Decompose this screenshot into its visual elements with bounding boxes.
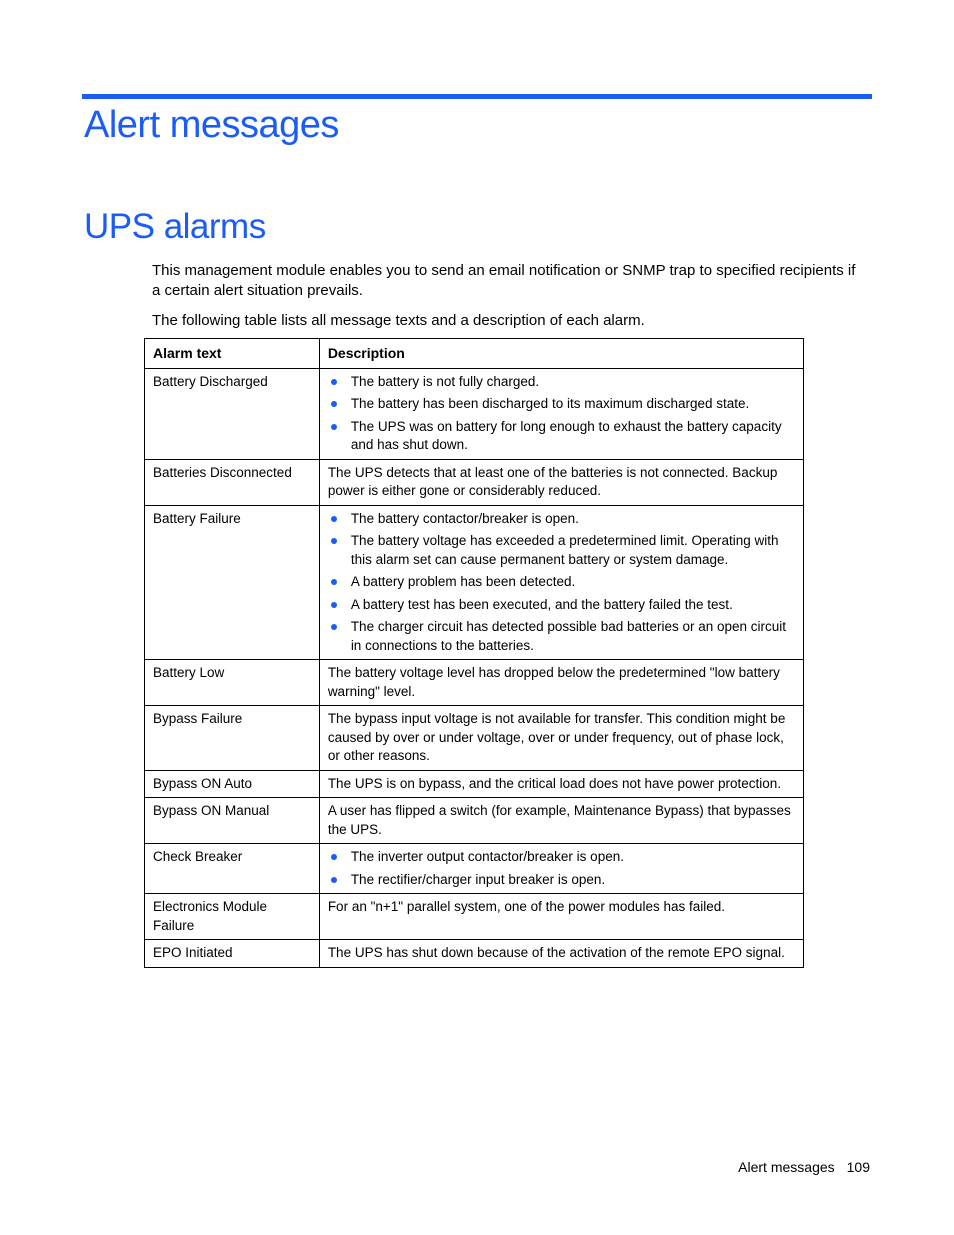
description-bullet-list — [328, 510, 795, 656]
alarm-text-cell: Batteries Disconnected — [145, 459, 320, 505]
chapter-rule — [82, 94, 872, 99]
alarm-text-cell: Bypass ON Manual — [145, 798, 320, 844]
table-intro-paragraph: The following table lists all message texts and a description of each alarm. — [152, 312, 645, 329]
page-footer — [738, 1158, 870, 1176]
description-cell — [319, 368, 803, 459]
description-bullet-list — [328, 373, 795, 455]
description-bullet-list — [328, 848, 795, 889]
description-cell: The battery voltage level has dropped below the predetermined "low battery warning" level. — [319, 660, 803, 706]
column-header-alarm-text: Alarm text — [145, 339, 320, 369]
description-cell: The bypass input voltage is not available for transfer. This condition might be caused by over or under voltage, over or under frequency, out of phase lock, or other reasons. — [319, 706, 803, 771]
bullet-icon — [331, 877, 337, 883]
description-bullet: The battery voltage has exceeded a predetermined limit. Operating with this alarm set can cause permanent battery or system damage. — [351, 532, 795, 569]
table-row — [145, 770, 804, 798]
bullet-icon — [331, 424, 337, 430]
alarm-text-cell: Battery Low — [145, 660, 320, 706]
description-bullet: A battery test has been executed, and the battery failed the test. — [351, 596, 795, 615]
alarm-text-cell: Electronics Module Failure — [145, 894, 320, 940]
bullet-icon — [331, 602, 337, 608]
table-row — [145, 844, 804, 894]
bullet-icon — [331, 579, 337, 585]
alarm-text-cell: EPO Initiated — [145, 940, 320, 968]
description-bullet: The rectifier/charger input breaker is open. — [351, 871, 795, 890]
description-cell — [319, 844, 803, 894]
alarm-text-cell: Bypass ON Auto — [145, 770, 320, 798]
section-title: UPS alarms — [84, 207, 266, 246]
table-row — [145, 940, 804, 968]
description-bullet: The UPS was on battery for long enough to exhaust the battery capacity and has shut down. — [351, 418, 795, 455]
table-row — [145, 798, 804, 844]
description-cell: The UPS has shut down because of the activation of the remote EPO signal. — [319, 940, 803, 968]
bullet-icon — [331, 624, 337, 630]
bullet-icon — [331, 854, 337, 860]
alarm-text-cell: Bypass Failure — [145, 706, 320, 771]
alarm-text-cell: Check Breaker — [145, 844, 320, 894]
bullet-icon — [331, 516, 337, 522]
description-cell: The UPS detects that at least one of the batteries is not connected. Backup power is either gone or considerably reduced. — [319, 459, 803, 505]
column-header-description: Description — [319, 339, 803, 369]
alarm-table — [144, 338, 804, 968]
description-cell: For an "n+1" parallel system, one of the power modules has failed. — [319, 894, 803, 940]
bullet-icon — [331, 401, 337, 407]
table-row — [145, 505, 804, 660]
footer-section-title: Alert messages — [738, 1159, 835, 1175]
description-bullet: The battery contactor/breaker is open. — [351, 510, 795, 529]
table-row — [145, 706, 804, 771]
description-cell — [319, 505, 803, 660]
bullet-icon — [331, 379, 337, 385]
table-row — [145, 459, 804, 505]
description-bullet: The battery has been discharged to its maximum discharged state. — [351, 395, 795, 414]
description-bullet: The battery is not fully charged. — [351, 373, 795, 392]
description-cell: The UPS is on bypass, and the critical load does not have power protection. — [319, 770, 803, 798]
bullet-icon — [331, 538, 337, 544]
intro-paragraph: This management module enables you to send an email notification or SNMP trap to specified recipients if a certain alert situation prevails. — [152, 262, 856, 299]
page-number: 109 — [846, 1159, 870, 1175]
chapter-title: Alert messages — [84, 104, 339, 146]
alarm-text-cell: Battery Failure — [145, 505, 320, 660]
description-bullet: The inverter output contactor/breaker is open. — [351, 848, 795, 867]
table-row — [145, 660, 804, 706]
description-bullet: The charger circuit has detected possible bad batteries or an open circuit in connections to the batteries. — [351, 618, 795, 655]
description-cell: A user has flipped a switch (for example, Maintenance Bypass) that bypasses the UPS. — [319, 798, 803, 844]
description-bullet: A battery problem has been detected. — [351, 573, 795, 592]
table-row — [145, 894, 804, 940]
table-row — [145, 368, 804, 459]
table-header-row — [145, 339, 804, 369]
alarm-text-cell: Battery Discharged — [145, 368, 320, 459]
